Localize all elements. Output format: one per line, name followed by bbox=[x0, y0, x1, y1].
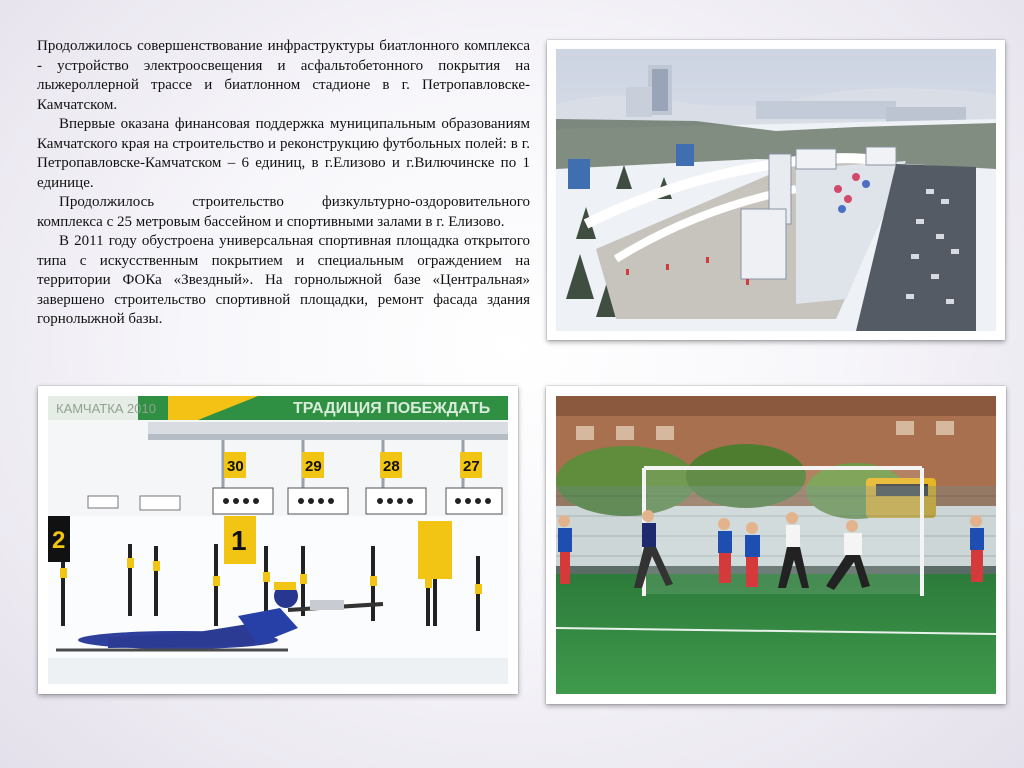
banner-right-text: ТРАДИЦИЯ ПОБЕЖДАТЬ bbox=[293, 400, 491, 417]
main-text bbox=[37, 37, 530, 330]
lane-number-30: 30 bbox=[227, 458, 244, 475]
lane-number-28: 28 bbox=[383, 458, 400, 475]
photo-biathlon-shooting-range bbox=[38, 386, 518, 694]
paragraph-sports-ground: В 2011 году обустроена универсальная спортивная площадка открытого типа с искусственным покрытием и специальным ограждением на территории ФОКа «Звездный». На горнолыжной базе «Центральная» завершено строительство спортивной площадки, ремонт фасада здания горнолыжной базы. bbox=[37, 233, 530, 327]
target-sign-2: 2 bbox=[52, 527, 66, 554]
paragraph-pool-construction: Продолжилось строительство физкультурно-оздоровительного комплекса с 25 метровым бассейном и спортивными залами в г. Елизово. bbox=[37, 194, 530, 230]
biathlon-photo-image bbox=[48, 396, 508, 684]
banner-left-text: КАМЧАТКА 2010 bbox=[56, 401, 156, 416]
lane-number-29: 29 bbox=[305, 458, 322, 475]
paragraph-football-funding: Впервые оказана финансовая поддержка муниципальным образованиям Камчатского края на строительство и реконструкцию футбольных полей: в г. Петропавловске-Камчатском – 6 единиц, в г.Елизово и г.Вилючинске по 1 единице. bbox=[37, 116, 530, 191]
lane-number-27: 27 bbox=[463, 458, 480, 475]
photo-children-football bbox=[546, 386, 1006, 704]
target-sign-1: 1 bbox=[231, 525, 247, 556]
paragraph-infrastructure: Продолжилось совершенствование инфраструктуры биатлонного комплекса - устройство электроосвещения и асфальтобетонного покрытия на лыжероллерной трассе и биатлонном стадионе в г. Петропавловске-Камчатском. bbox=[37, 38, 530, 113]
stadium-render-image bbox=[556, 49, 996, 331]
football-photo-image bbox=[556, 396, 996, 694]
photo-biathlon-stadium-render bbox=[547, 40, 1005, 340]
